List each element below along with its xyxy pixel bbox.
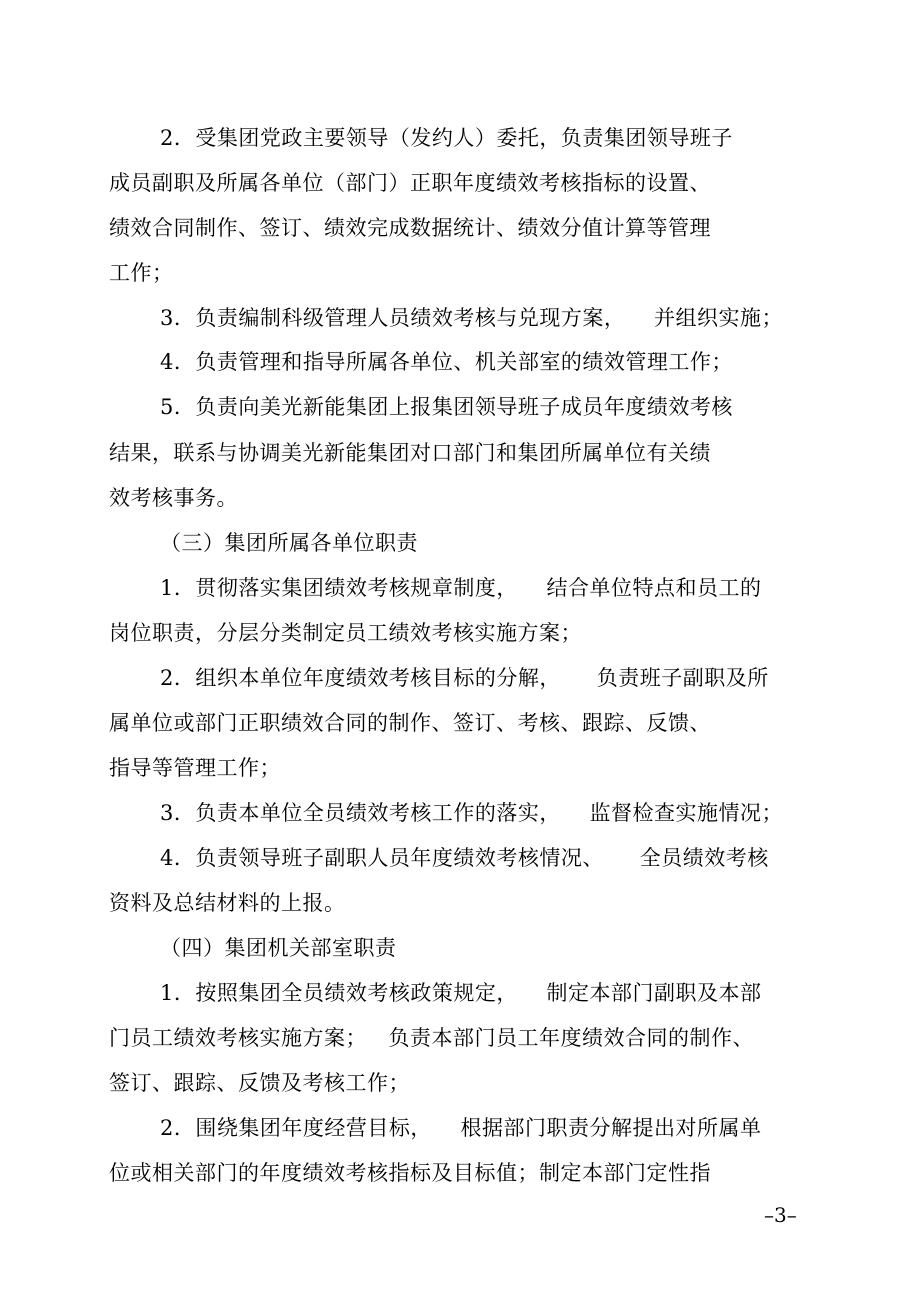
text-line: 3．负责本单位全员绩效考核工作的落实， 监督检查实施情况； — [160, 801, 784, 825]
text-line: 工作； — [109, 261, 174, 285]
text-line: 3．负责编制科级管理人员绩效考核与兑现方案， 并组织实施； — [160, 306, 784, 330]
text-line: 签订、跟踪、反馈及考核工作； — [109, 1071, 410, 1095]
text-line: 门员工绩效考核实施方案； 负责本部门员工年度绩效合同的制作、 — [109, 1026, 755, 1050]
page-number: –3– — [764, 1203, 797, 1227]
text-line: 2．组织本单位年度绩效考核目标的分解， 负责班子副职及所 — [160, 666, 769, 690]
text-line: 成员副职及所属各单位（部门）正职年度绩效考核指标的设置、 — [109, 171, 711, 195]
text-line: 4．负责领导班子副职人员年度绩效考核情况、 全员绩效考核 — [160, 846, 769, 870]
text-line: 1．贯彻落实集团绩效考核规章制度， 结合单位特点和员工的 — [160, 576, 762, 600]
section-heading: （四）集团机关部室职责 — [160, 936, 397, 960]
text-line: 1．按照集团全员绩效考核政策规定， 制定本部门副职及本部 — [160, 981, 762, 1005]
text-line: 5．负责向美光新能集团上报集团领导班子成员年度绩效考核 — [160, 395, 733, 419]
text-line: 岗位职责，分层分类制定员工绩效考核实施方案； — [109, 621, 582, 645]
text-line: 指导等管理工作； — [109, 756, 281, 780]
section-heading: （三）集团所属各单位职责 — [160, 531, 418, 555]
text-line: 4．负责管理和指导所属各单位、机关部室的绩效管理工作； — [160, 350, 733, 374]
text-line: 效考核事务。 — [109, 486, 238, 510]
text-line: 绩效合同制作、签订、绩效完成数据统计、绩效分值计算等管理 — [109, 216, 711, 240]
text-line: 2．受集团党政主要领导（发约人）委托，负责集团领导班子 — [160, 126, 733, 150]
text-line: 属单位或部门正职绩效合同的制作、签订、考核、跟踪、反馈、 — [109, 711, 711, 735]
text-line: 位或相关部门的年度绩效考核指标及目标值；制定本部门定性指 — [109, 1161, 711, 1185]
text-line: 2．围绕集团年度经营目标， 根据部门职责分解提出对所属单 — [160, 1116, 762, 1140]
text-line: 结果，联系与协调美光新能集团对口部门和集团所属单位有关绩 — [109, 441, 711, 465]
text-line: 资料及总结材料的上报。 — [109, 891, 346, 915]
